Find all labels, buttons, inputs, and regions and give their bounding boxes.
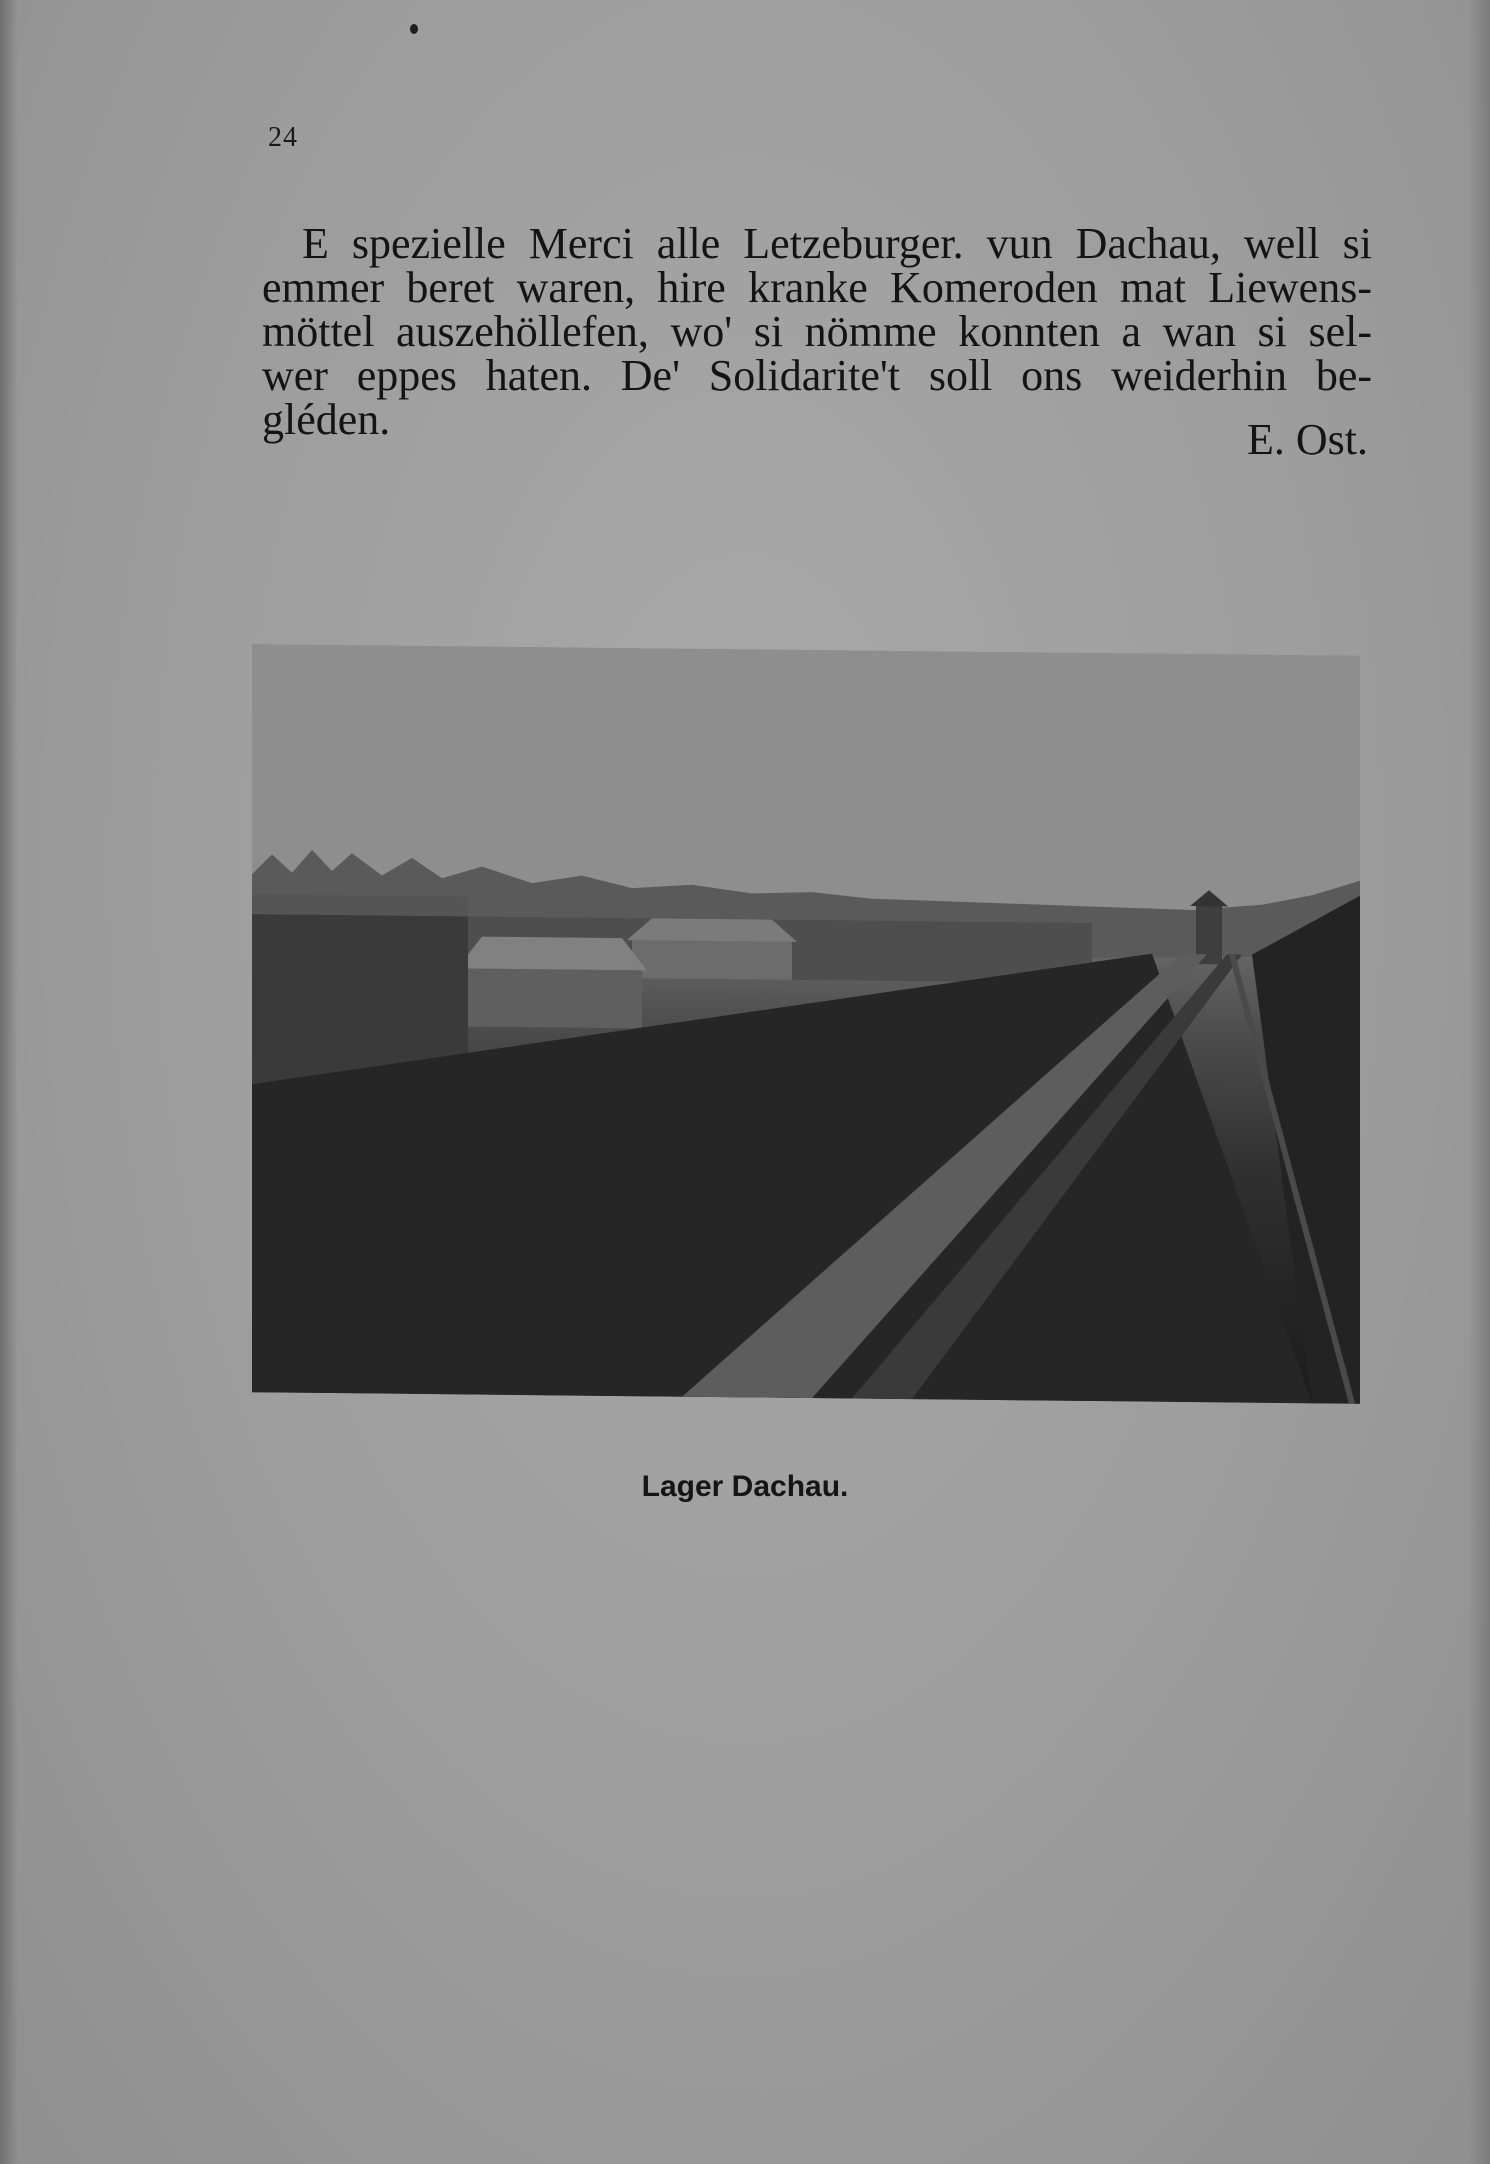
paragraph-line: E spezielle Merci alle Letzeburger. vun Dachau, well si	[302, 219, 1372, 268]
camp-photograph	[252, 644, 1360, 1404]
paragraph-line: emmer beret waren, hire kranke Komeroden mat Liewens-	[262, 263, 1372, 312]
photo-barrack-roof	[627, 918, 797, 942]
photo-left-building-roof	[252, 894, 468, 916]
photo-scene	[252, 644, 1360, 1404]
page-edge-shadow	[1468, 0, 1490, 2164]
photo-barrack-roof	[457, 936, 647, 970]
photo-caption: Lager Dachau.	[641, 1470, 849, 1503]
ink-speck	[410, 24, 418, 34]
photo-barrack	[632, 938, 792, 980]
paragraph-line: wer eppes haten. De' Solidarite't soll ons weiderhin be-	[262, 351, 1372, 400]
paragraph-line: gléden.	[262, 395, 391, 444]
body-paragraph	[262, 219, 1372, 444]
paragraph-line: möttel auszehöllefen, wo' si nömme konnten a wan si sel-	[262, 307, 1372, 356]
page-spine-shadow	[0, 0, 18, 2164]
photo-barrack	[462, 966, 642, 1028]
author-signature: E. Ost.	[1247, 415, 1368, 464]
page-number: 24	[268, 122, 298, 153]
